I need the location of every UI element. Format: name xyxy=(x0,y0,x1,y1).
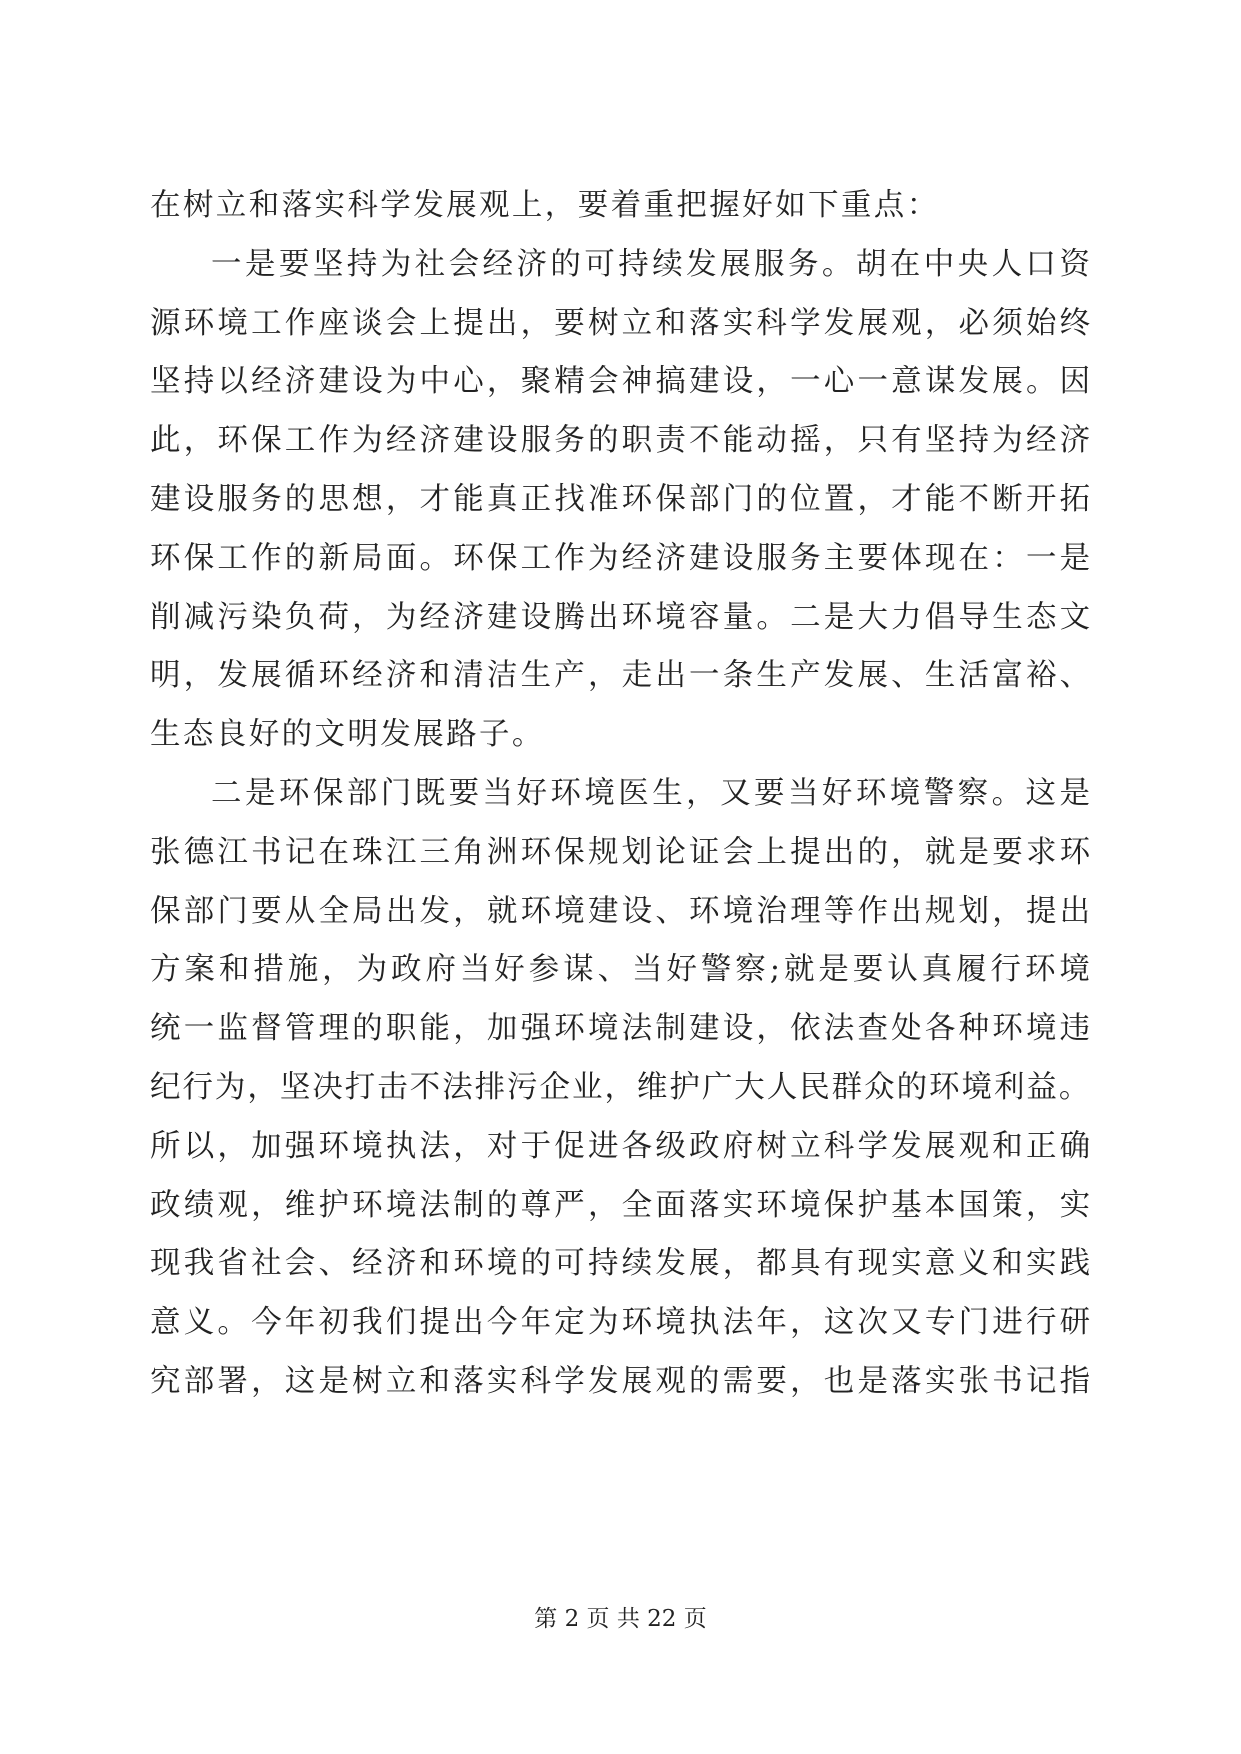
text-line-7: 环保工作的新局面。环保工作为经济建设服务主要体现在：一是 xyxy=(150,541,1094,576)
text-line-10: 生态良好的文明发展路子。 xyxy=(150,717,545,752)
text-line-15: 统一监督管理的职能，加强环境法制建设，依法查处各种环境违 xyxy=(150,1011,1094,1046)
text-line-2: 一是要坚持为社会经济的可持续发展服务。胡在中央人口资 xyxy=(211,247,1094,282)
text-line-16: 纪行为，坚决打击不法排污企业，维护广大人民群众的环境利益。 xyxy=(150,1070,1092,1105)
text-line-12: 张德江书记在珠江三角洲环保规划论证会上提出的，就是要求环 xyxy=(150,835,1094,870)
text-line-9: 明，发展循环经济和清洁生产，走出一条生产发展、生活富裕、 xyxy=(150,658,1094,693)
text-line-6: 建设服务的思想，才能真正找准环保部门的位置，才能不断开拓 xyxy=(150,482,1094,517)
text-line-17: 所以，加强环境执法，对于促进各级政府树立科学发展观和正确 xyxy=(150,1129,1094,1164)
text-line-20: 意义。今年初我们提出今年定为环境执法年，这次又专门进行研 xyxy=(150,1305,1094,1340)
text-line-1: 在树立和落实科学发展观上，要着重把握好如下重点： xyxy=(150,188,940,223)
text-line-4: 坚持以经济建设为中心，聚精会神搞建设，一心一意谋发展。因 xyxy=(150,364,1094,399)
text-line-21: 究部署，这是树立和落实科学发展观的需要，也是落实张书记指 xyxy=(150,1364,1094,1399)
text-line-13: 保部门要从全局出发，就环境建设、环境治理等作出规划，提出 xyxy=(150,894,1094,929)
text-line-11: 二是环保部门既要当好环境医生，又要当好环境警察。这是 xyxy=(211,776,1094,811)
text-line-8: 削减污染负荷，为经济建设腾出环境容量。二是大力倡导生态文 xyxy=(150,600,1094,635)
text-line-18: 政绩观，维护环境法制的尊严，全面落实环境保护基本国策，实 xyxy=(150,1188,1094,1223)
page-number-footer: 第 2 页 共 22 页 xyxy=(534,1606,707,1632)
text-line-14: 方案和措施，为政府当好参谋、当好警察;就是要认真履行环境 xyxy=(150,952,1094,987)
text-line-5: 此，环保工作为经济建设服务的职责不能动摇，只有坚持为经济 xyxy=(150,423,1094,458)
text-line-19: 现我省社会、经济和环境的可持续发展，都具有现实意义和实践 xyxy=(150,1246,1094,1281)
text-line-3: 源环境工作座谈会上提出，要树立和落实科学发展观，必须始终 xyxy=(150,306,1094,341)
